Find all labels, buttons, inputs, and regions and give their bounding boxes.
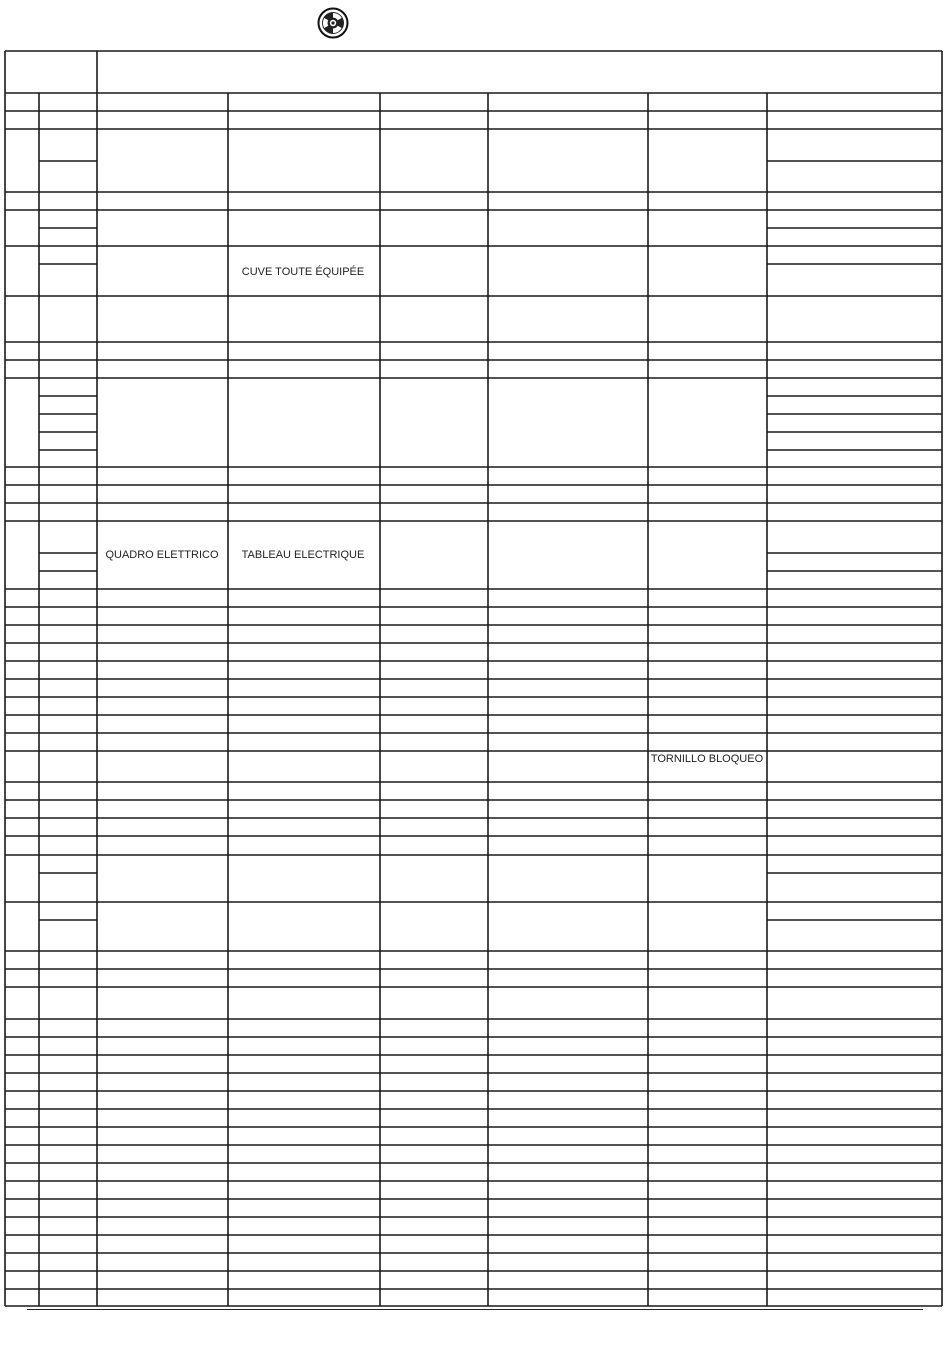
cell-tableau-label: TABLEAU ELECTRIQUE [241, 549, 365, 561]
cell-tornillo-label: TORNILLO BLOQUEO [650, 753, 764, 765]
cell-quadro-label: QUADRO ELETTRICO [105, 549, 219, 561]
footer-rule [27, 1309, 923, 1310]
cell-cuve-label: CUVE TOUTE ÉQUIPÉE [241, 266, 365, 278]
table-grid-lines [5, 51, 942, 1306]
